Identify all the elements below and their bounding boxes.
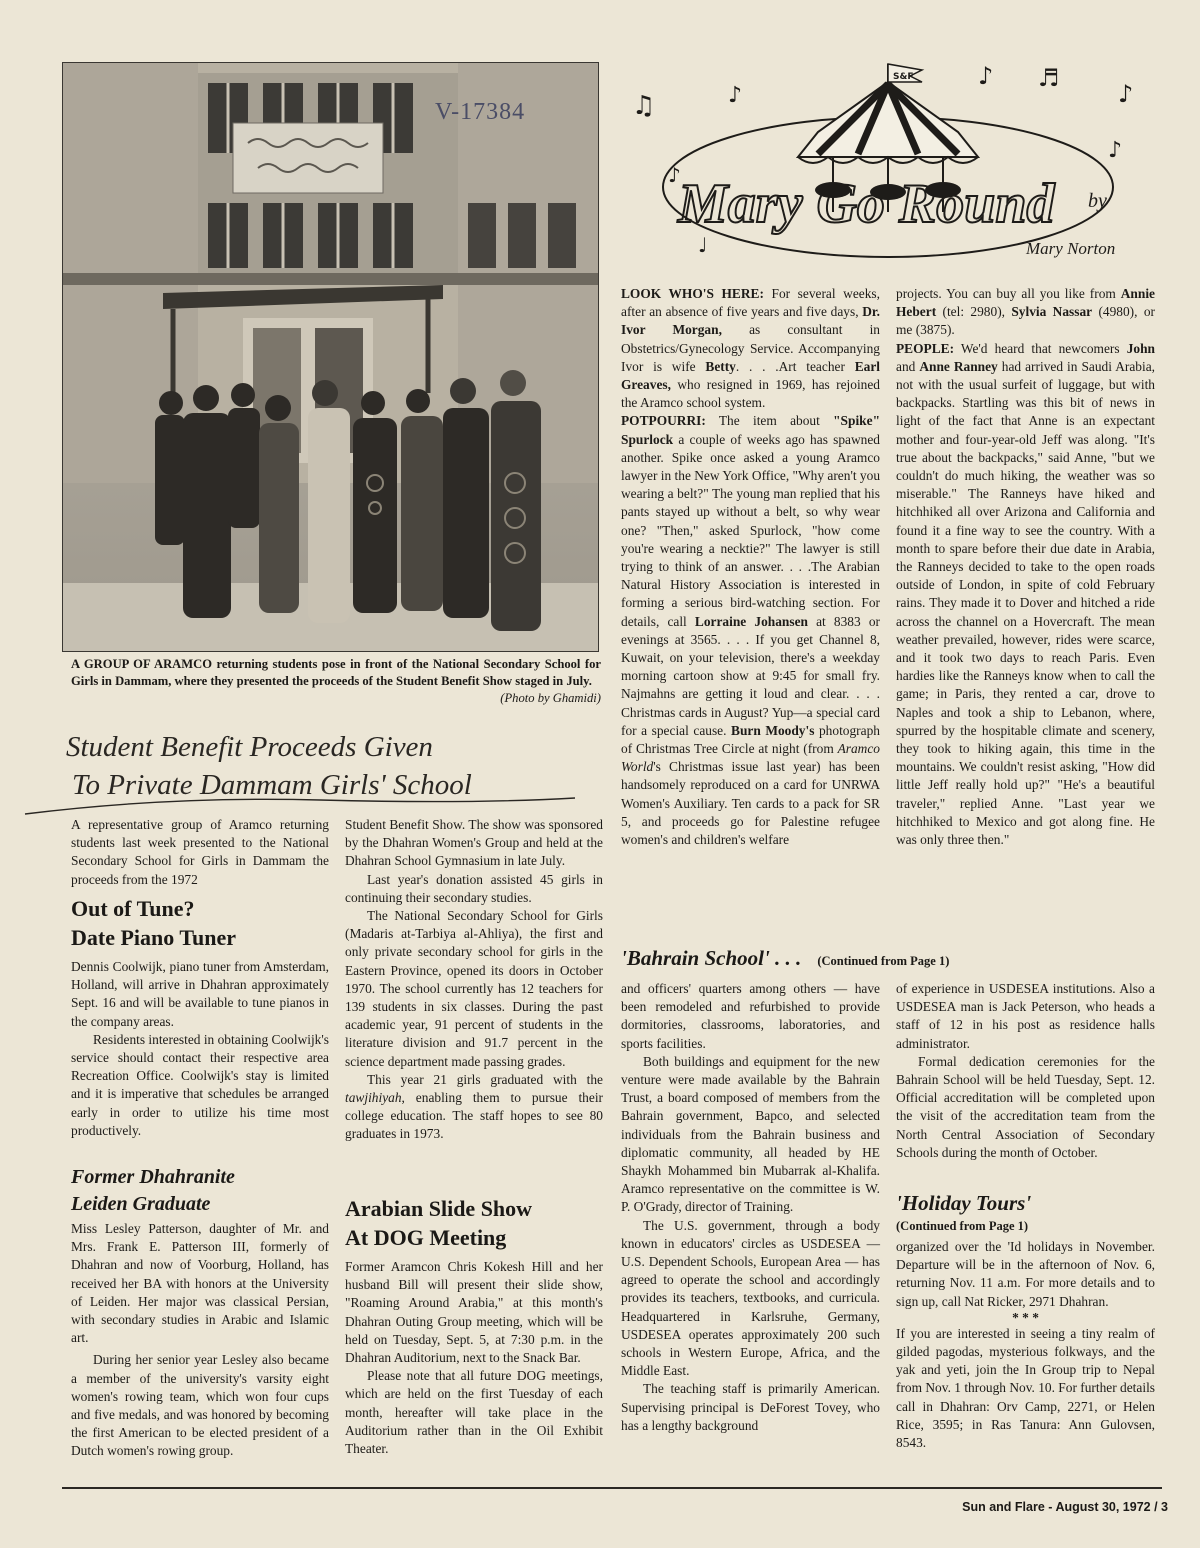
bahrain-p5: of experience in USDESEA institutions. Also a USDESEA man is Jack Peterson, who heads a staff of 12 in his post as residence halls administrator. xyxy=(896,981,1155,1051)
leiden-headline xyxy=(71,1164,329,1218)
slide-show-p2: Please note that all future DOG meetings, which are held on the first Tuesday of each month, hereafter will take place in the Auditorium rather than in the Oil Exhibit Theater. xyxy=(345,1368,603,1457)
holiday-p2: If you are interested in seeing a tiny realm of gilded pagodas, mysterious folkways, and the yak and yeti, join the In Group trip to Nepal from Nov. 1 through Nov. 10. For further details call in Dhahran: Orv Camp, 2271, or Helen Rice, 3595; in Ras Tanura: Ann Gulovsen, 8543. xyxy=(896,1325,1155,1451)
mgr-text: who resigned in 1969, has rejoined the Aramco school system. xyxy=(621,377,880,411)
mary-go-round-col2 xyxy=(896,285,1155,849)
piano-headline xyxy=(71,894,329,952)
mgr-text: at 8383 or evenings at 3565. . . . If you get Channel 8, Kuwait, on your television, there's a weekday morning cartoon show at 9:45 for small fry. Najmahns are getting it loud and clear. . . . Christmas cards in August? Yup—a special card for a special cause. xyxy=(621,613,880,738)
byline-by: by xyxy=(1088,190,1107,212)
mgr-text: projects. You can buy all you like from xyxy=(896,286,1121,301)
photo-credit: (Photo by Ghamidi) xyxy=(500,691,601,705)
photo-caption xyxy=(71,656,601,707)
footer-folio: Sun and Flare - August 30, 1972 / 3 xyxy=(962,1500,1168,1514)
mary-go-round-col1 xyxy=(621,285,880,849)
svg-text:♪: ♪ xyxy=(728,83,743,108)
mgr-text: (tel: 2980), xyxy=(936,304,1012,320)
svg-text:♪: ♪ xyxy=(1118,80,1134,108)
potpourri-lead: POTPOURRI: xyxy=(621,413,706,429)
bahrain-p2: Both buildings and equipment for the new venture were made available by the Bahrain Trust, a board composed of members from the Bahrain government, Bapco, and selected individuals from the Bahrain business and diplomatic community, all headed by HE Shaykh Mohammed bin Mubarrak al-Khalifa. Aramco representative on the committee is W. P. O'Grady, director of Training. xyxy=(621,1053,880,1215)
p4-text-b: , enabling them to pursue their college education. The staff hopes to see 80 graduates in 1973. xyxy=(345,1090,603,1142)
mary-go-round-logo xyxy=(618,62,1158,277)
leiden-headline-1: Former Dhahranite xyxy=(71,1166,235,1188)
mgr-text: 's Christmas issue last year) has been handsomely reproduced on a card for UNRWA Women's Auxiliary. Ten cards to a pack for SR 5, and proceeds go for Palestine refugee women's and children's welfare xyxy=(621,759,880,848)
look-whos-here-lead: LOOK WHO'S HERE: xyxy=(621,286,764,301)
bahrain-headline-row xyxy=(621,945,1161,972)
footer-rule xyxy=(62,1487,1162,1489)
student-benefit-p1: A representative group of Aramco returning students last week presented to the National Secondary School for Girls in Dammam the proceeds from the 1972 xyxy=(71,817,329,887)
mgr-name: Burn Moody's xyxy=(731,722,815,738)
school-photo xyxy=(62,62,599,652)
svg-text:♪: ♪ xyxy=(668,163,681,187)
holiday-headline-block xyxy=(896,1190,1155,1235)
potpourri xyxy=(621,412,880,849)
mgr-text: We'd heard that newcomers xyxy=(954,340,1127,356)
piano-p1: Dennis Coolwijk, piano tuner from Amsterdam, Holland, will arrive in Dhahran approximately Sept. 16 and will be available to tune pianos in the company areas. xyxy=(71,959,329,1029)
slide-show-story xyxy=(345,1258,603,1458)
mgr-text: For several weeks, after an absence of five years and five days, xyxy=(621,286,880,320)
svg-text:♪: ♪ xyxy=(978,62,994,90)
carousel-illustration xyxy=(618,62,1158,277)
student-benefit-p4 xyxy=(345,1071,603,1144)
mgr-name: Annie Hebert xyxy=(896,286,1155,320)
mgr-name: Anne Ranney xyxy=(919,358,998,374)
holiday-p1: organized over the 'Id holidays in November. Departure will be in the afternoon of Nov. 6, returning Nov. 11 a.m. For more details and to sign up, call Nat Ricker, 2971 Dhahran. xyxy=(896,1239,1155,1309)
mgr-text: had arrived in Saudi Arabia, not with the usual surfeit of luggage, but with backpacks. Startling was this bit of news in light of the fact that Anne is an expectant mother and four-year-old Jeff was along. "It's true about the backpacks," said Anne, "but we couldn't do much hiking, the weather was so miserable." The Ranneys have hiked and hitchhiked all over Arizona and California and found it a fine way to see the country. With a month to spare before their due date in Arabia, the Ranneys decided to take to the open roads outside of London, in spite of cold February rains. They made it to Dover and hitched a ride across the channel on a Hovercraft. The mean weather prevailed, however, rides were scarce, and it took two days to reach Paris. Even hardies like the Ranneys know when to call the game; in Paris, they rented a car, drove to Naples and took a ship to Lebanon, where, spurred by the hospitable climate and scenery, they took to hiking again, this time in the mountains. We couldn't resist asking, "How did little Jeff really hold up?" "He's a beautiful traveler," replied Anne. "Last year we hitchhiked to Mexico and got along fine. He was only three then." xyxy=(896,358,1155,848)
music-note-icon: ♫ xyxy=(632,91,656,121)
bahrain-p4: The teaching staff is primarily American. Supervising principal is DeForest Tovey, who has a lengthy background xyxy=(621,1381,880,1433)
mgr-text: a couple of weeks ago has spawned another. Spike once asked a young Aramco lawyer in the New York Office, "Why aren't you wearing a belt?" The young man replied that his pants stayed up without a belt, so why wear one? "Then," asked Spurlock, "how come you're wearing a necktie?" The lawyer is still trying to think of an answer. . . .The Arabian Natural History Association is interested in forming a serious bird-watching section. For details, call xyxy=(621,431,881,629)
svg-text:♩: ♩ xyxy=(698,233,708,257)
headline-line-1: Student Benefit Proceeds Given xyxy=(66,731,433,763)
look-whos-here xyxy=(621,285,880,412)
byline-signature: Mary Norton xyxy=(1026,239,1116,258)
bahrain-col1 xyxy=(621,980,880,1435)
student-benefit-p1-cont: Student Benefit Show. The show was sponsored by the Dhahran Women's Group and held at the Dhahran School Gymnasium in late July. xyxy=(345,817,603,869)
mgr-name: "Spike" Spurlock xyxy=(621,413,880,447)
mgr-text: and xyxy=(896,358,920,374)
holiday-headline: 'Holiday Tours' xyxy=(896,1191,1032,1215)
people-paragraph xyxy=(896,340,1155,850)
holiday-continued: (Continued from Page 1) xyxy=(896,1219,1029,1233)
caption-text: A GROUP OF ARAMCO returning students pose in front of the National Secondary School for Girls in Dammam, where they presented the proceeds of the Student Benefit Show staged in July. xyxy=(71,657,601,688)
flag-text: S&F xyxy=(893,72,914,82)
holiday-separator: * * * xyxy=(1012,1309,1039,1325)
student-benefit-col2 xyxy=(345,816,603,1144)
bahrain-p6: Formal dedication ceremonies for the Bahrain School will be held Tuesday, Sept. 12. Official accreditation will be completed upon the visit of the accreditation team from the North Central Association of Secondary Schools during the month of October. xyxy=(896,1053,1155,1160)
slide-show-headline-2: At DOG Meeting xyxy=(345,1225,507,1250)
mgr-text: as consultant in Obstetrics/Gynecology Service. Accompanying Ivor is wife xyxy=(621,322,880,374)
bahrain-p3: The U.S. government, through a body known in educators' circles as USDESEA — U.S. Dependent Schools, European Area — has agreed to operate the school and accordingly provides its teachers, textbooks, and curricula. Headquartered in Karlsruhe, Germany, USDESEA operates approximately 200 such schools in Western Europe, Africa, and the Middle East. xyxy=(621,1217,880,1379)
p4-text-a: This year 21 girls graduated with the xyxy=(367,1071,603,1087)
mgr-text: . . . .Art teacher xyxy=(735,358,855,374)
mgr-text: photograph of Christmas Tree Circle at night (from xyxy=(621,722,880,757)
column-title: Mary Go Round xyxy=(678,173,1055,235)
projects-paragraph xyxy=(896,285,1155,340)
mgr-italic: Aramco World xyxy=(621,741,880,775)
bahrain-headline: 'Bahrain School' . . . xyxy=(621,946,802,970)
leiden-p2: During her senior year Lesley also became a member of the university's varsity eight women's rowing team, which won four cups and five medals, and was honored by becoming the first American to be elected president of a Dutch women's rowing group. xyxy=(71,1352,329,1459)
mgr-name: John xyxy=(1126,340,1155,356)
mgr-name: Lorraine Johansen xyxy=(694,613,808,629)
slide-show-p1: Former Aramcon Chris Kokesh Hill and her husband Bill will present their slide show, "Roaming Around Arabia," at this month's Dhahran Outing Group meeting, which will be held on Tuesday, Sept. 5, at 7:30 p.m. in the Dhahran Auditorium, next to the Snack Bar. xyxy=(345,1259,603,1366)
piano-p2: Residents interested in obtaining Coolwijk's service should contact their respective area Recreation Office. Coolwijk's stay is limited and it is imperative that schedules be arranged early in order to utilize his time most productively. xyxy=(71,1031,329,1138)
leiden-story xyxy=(71,1220,329,1461)
bahrain-continued: (Continued from Page 1) xyxy=(817,954,950,968)
mgr-name: Earl Greaves, xyxy=(621,358,880,393)
photo-reference-number: V-17384 xyxy=(435,99,526,125)
headline-line-2: To Private Dammam Girls' School xyxy=(72,769,472,801)
leiden-headline-2: Leiden Graduate xyxy=(71,1193,211,1215)
holiday-story xyxy=(896,1238,1155,1452)
bahrain-col2 xyxy=(896,980,1155,1162)
student-benefit-p3: The National Secondary School for Girls (Madaris at-Tarbiya al-Ahliya), the first and only private secondary school for girls in the Eastern Province, opened its doors in October 1970. The school currently has 12 teachers for 139 students in six classes. During the past academic year, 91 percent of students in the literature division and 91.7 percent in the science department made passing grades. xyxy=(345,908,603,1069)
svg-text:♬: ♬ xyxy=(1038,64,1060,92)
piano-headline-1: Out of Tune? xyxy=(71,896,195,921)
slide-show-headline xyxy=(345,1194,603,1252)
slide-show-headline-1: Arabian Slide Show xyxy=(345,1196,533,1221)
p4-italic: tawjihiyah xyxy=(345,1090,402,1106)
leiden-p1: Miss Lesley Patterson, daughter of Mr. and Mrs. Frank E. Patterson III, formerly of Dhahran and now of Voorburg, Holland, has received her BA with honors at the University of Leiden. Her major was classical Persian, with secondary studies in Arabic and Islamic art. xyxy=(71,1221,329,1346)
piano-story xyxy=(71,958,329,1140)
bahrain-p1: and officers' quarters among others — have been remodeled and refurbished to provide dormitories, classrooms, laboratories, and sports facilities. xyxy=(621,981,880,1051)
mgr-name: Dr. Ivor Morgan, xyxy=(621,304,880,338)
student-benefit-col1 xyxy=(71,816,329,889)
piano-headline-2: Date Piano Tuner xyxy=(71,925,237,950)
student-benefit-p2: Last year's donation assisted 45 girls in continuing their secondary studies. xyxy=(345,871,603,905)
school-photo-image xyxy=(63,63,598,651)
svg-text:♪: ♪ xyxy=(1108,138,1123,163)
mgr-text: (4980), or me (3875). xyxy=(896,304,1155,338)
mgr-text: The item about xyxy=(705,413,834,429)
people-lead: PEOPLE: xyxy=(896,340,955,356)
mgr-name: Sylvia Nassar xyxy=(1011,304,1093,320)
mgr-name: Betty xyxy=(705,358,736,374)
